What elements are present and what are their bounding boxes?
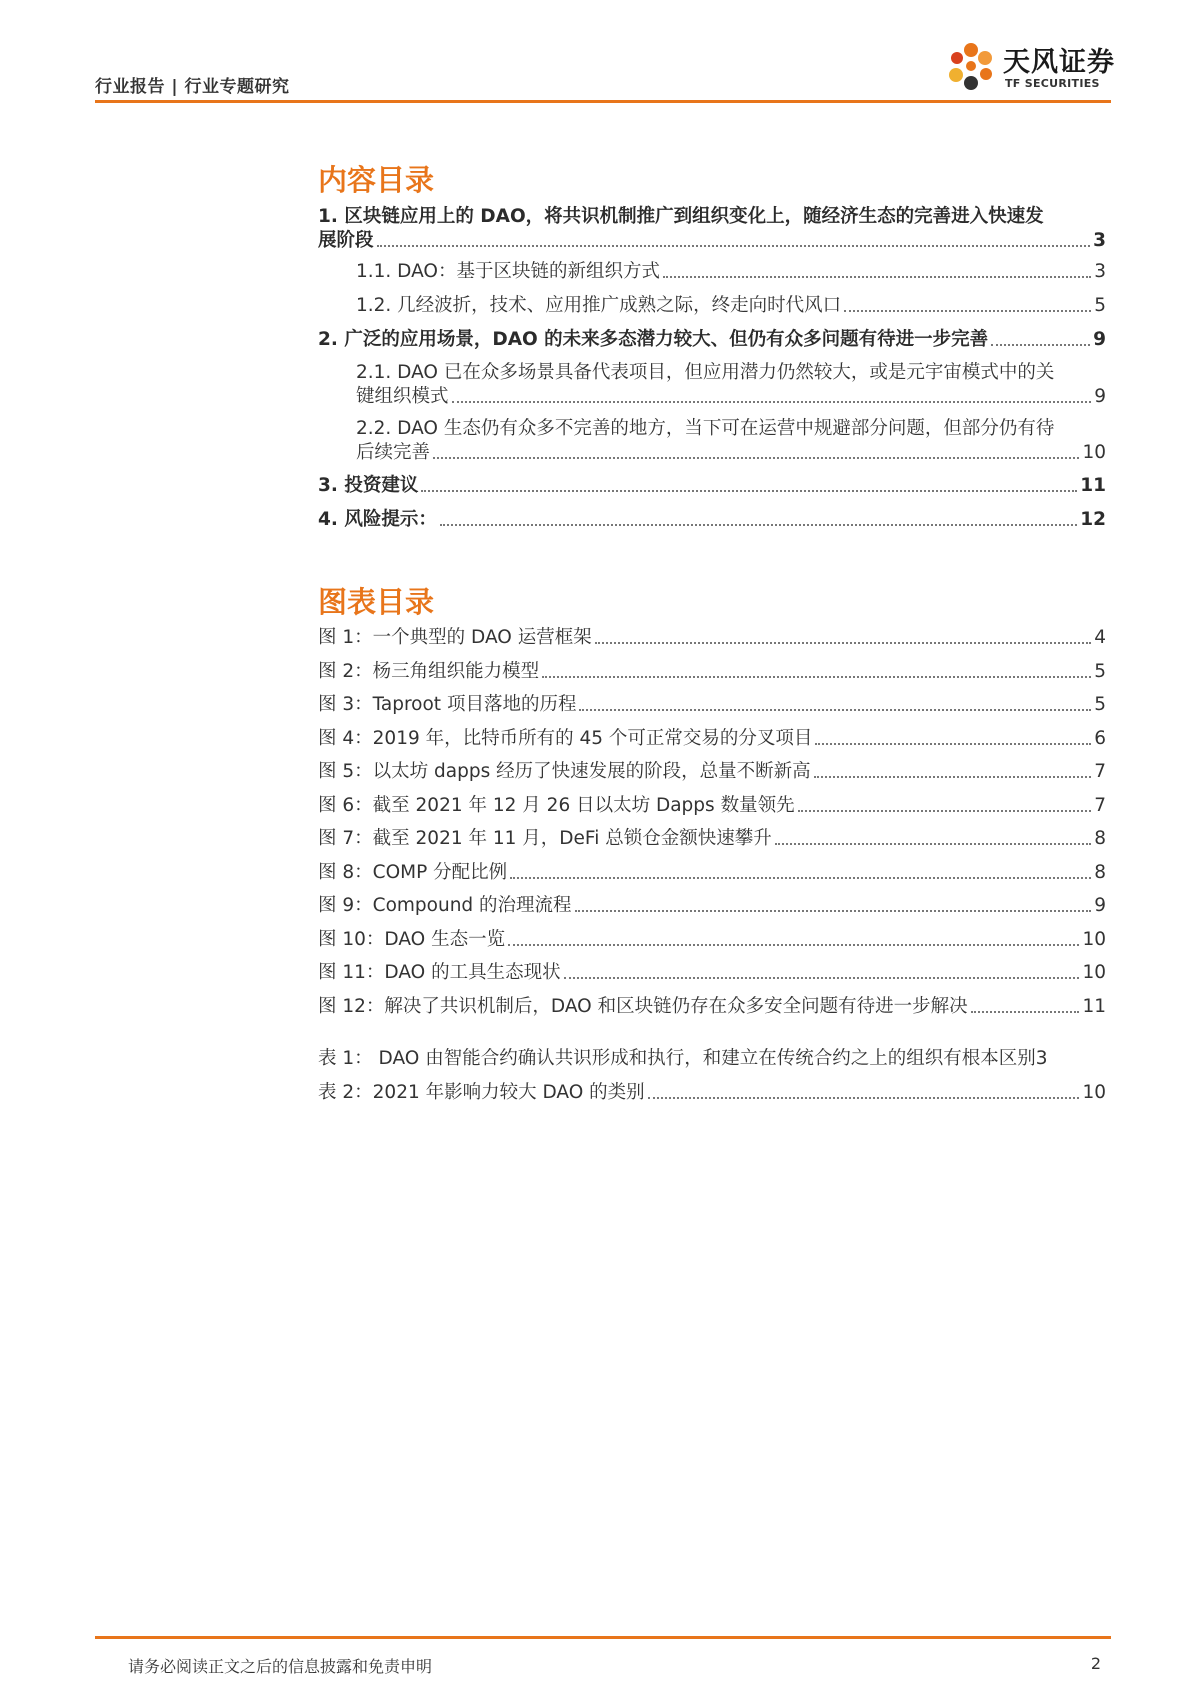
figure-entry[interactable]: 图 7：截至 2021 年 11 月，DeFi 总锁仓金额快速攀升 8: [318, 828, 1106, 849]
figure-entry[interactable]: 图 12：解决了共识机制后，DAO 和区块链仍存在众多安全问题有待进一步解决 11: [318, 996, 1106, 1017]
toc-entry[interactable]: 4. 风险提示： 12: [318, 509, 1106, 530]
toc-entry[interactable]: 2. 广泛的应用场景，DAO 的未来多态潜力较大、但仍有众多问题有待进一步完善 9: [318, 329, 1106, 350]
page-number: 2: [1090, 1654, 1101, 1673]
dot-leader: [377, 245, 1091, 247]
page-header: [95, 0, 1115, 105]
dot-leader: [579, 709, 1091, 711]
dot-leader: [595, 642, 1091, 644]
table-entry[interactable]: 表 2：2021 年影响力较大 DAO 的类别 10: [318, 1082, 1106, 1103]
dot-leader: [508, 944, 1079, 946]
figure-entry[interactable]: 图 6：截至 2021 年 12 月 26 日以太坊 Dapps 数量领先 7: [318, 795, 1106, 816]
toc-entry[interactable]: 2.1. DAO 已在众多场景具备代表项目，但应用潜力仍然较大，或是元宇宙模式中的关 键组织模式 9: [356, 362, 1106, 407]
flower-logo-icon: [941, 38, 1001, 98]
figure-entry[interactable]: 图 1：一个典型的 DAO 运营框架 4: [318, 627, 1106, 648]
dot-leader: [433, 457, 1079, 459]
dot-leader: [775, 843, 1091, 845]
toc-entry[interactable]: 1.1. DAO：基于区块链的新组织方式 3: [356, 261, 1106, 282]
figure-entry[interactable]: 图 2：杨三角组织能力模型 5: [318, 661, 1106, 682]
dot-leader: [971, 1011, 1080, 1013]
dot-leader: [663, 276, 1091, 278]
brand-name-cn: 天风证券: [1003, 47, 1115, 78]
dot-leader: [440, 524, 1077, 526]
dot-leader: [421, 490, 1077, 492]
dot-leader: [814, 776, 1092, 778]
dot-leader: [844, 310, 1091, 312]
dot-leader: [564, 977, 1080, 979]
brand-logo: [941, 38, 1115, 98]
figure-entry[interactable]: 图 5：以太坊 dapps 经历了快速发展的阶段，总量不断新高 7: [318, 761, 1106, 782]
header-rule: [95, 100, 1111, 103]
figure-entry[interactable]: 图 10：DAO 生态一览 10: [318, 929, 1106, 950]
table-entry[interactable]: 表 1： DAO 由智能合约确认共识形成和执行，和建立在传统合约之上的组织有根本区别 3: [318, 1048, 1048, 1069]
dot-leader: [991, 344, 1090, 346]
brand-name-en: TF SECURITIES: [1005, 77, 1100, 90]
disclaimer: 请务必阅读正文之后的信息披露和免责申明: [128, 1657, 433, 1676]
toc-entry[interactable]: 1. 区块链应用上的 DAO，将共识机制推广到组织变化上，随经济生态的完善进入快速发 展阶段 3: [318, 206, 1106, 251]
dot-leader: [452, 401, 1092, 403]
toc-entry[interactable]: 3. 投资建议 11: [318, 475, 1106, 496]
dot-leader: [510, 877, 1091, 879]
dot-leader: [798, 810, 1092, 812]
figure-entry[interactable]: 图 11：DAO 的工具生态现状 10: [318, 962, 1106, 983]
dot-leader: [542, 676, 1091, 678]
dot-leader: [648, 1097, 1080, 1099]
contents-title: 内容目录: [318, 163, 435, 197]
figure-entry[interactable]: 图 3：Taproot 项目落地的历程 5: [318, 694, 1106, 715]
dot-leader: [815, 743, 1091, 745]
dot-leader: [575, 910, 1092, 912]
figure-entry[interactable]: 图 4：2019 年，比特币所有的 45 个可正常交易的分叉项目 6: [318, 728, 1106, 749]
breadcrumb: 行业报告 | 行业专题研究: [95, 77, 290, 97]
figures-title: 图表目录: [318, 585, 435, 619]
toc-entry[interactable]: 1.2. 几经波折，技术、应用推广成熟之际，终走向时代风口 5: [356, 295, 1106, 316]
figure-entry[interactable]: 图 8：COMP 分配比例 8: [318, 862, 1106, 883]
toc-entry[interactable]: 2.2. DAO 生态仍有众多不完善的地方，当下可在运营中规避部分问题，但部分仍有待 后续完善 10: [356, 418, 1106, 463]
footer-rule: [95, 1636, 1111, 1639]
figure-entry[interactable]: 图 9：Compound 的治理流程 9: [318, 895, 1106, 916]
